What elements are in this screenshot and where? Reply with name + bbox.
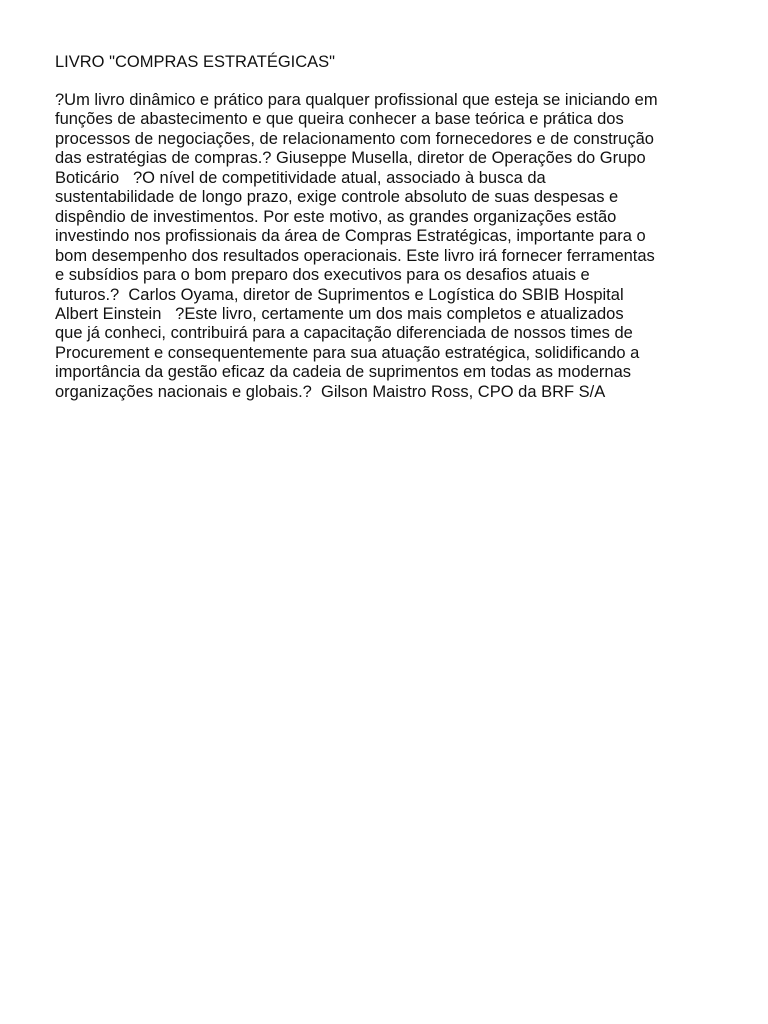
- body-line: dispêndio de investimentos. Por este motivo, as grandes organizações estão: [55, 207, 617, 226]
- body-line: organizações nacionais e globais.? Gilson Maistro Ross, CPO da BRF S/A: [55, 382, 606, 401]
- body-line: ?Um livro dinâmico e prático para qualquer profissional que esteja se iniciando em: [55, 91, 658, 109]
- body-line: investindo nos profissionais da área de Compras Estratégicas, importante para o: [55, 227, 646, 246]
- body-line: que já conheci, contribuirá para a capacitação diferenciada de nossos times de: [55, 324, 633, 343]
- body-line: Boticário ?O nível de competitividade atual, associado à busca da: [55, 168, 546, 187]
- document-body: [55, 91, 658, 402]
- body-line: sustentabilidade de longo prazo, exige controle absoluto de suas despesas e: [55, 188, 619, 207]
- body-line: e subsídios para o bom preparo dos executivos para os desafios atuais e: [55, 266, 590, 285]
- document-title: LIVRO "COMPRAS ESTRATÉGICAS": [55, 53, 336, 71]
- body-line: Albert Einstein ?Este livro, certamente um dos mais completos e atualizados: [55, 304, 624, 323]
- body-line: futuros.? Carlos Oyama, diretor de Suprimentos e Logística do SBIB Hospital: [55, 285, 624, 304]
- body-line: bom desempenho dos resultados operacionais. Este livro irá fornecer ferramentas: [55, 246, 655, 265]
- body-line: funções de abastecimento e que queira conhecer a base teórica e prática dos: [55, 110, 624, 129]
- body-line: importância da gestão eficaz da cadeia de suprimentos em todas as modernas: [55, 363, 631, 382]
- body-line: das estratégias de compras.? Giuseppe Musella, diretor de Operações do Grupo: [55, 149, 646, 168]
- body-line: Procurement e consequentemente para sua atuação estratégica, solidificando a: [55, 343, 640, 362]
- body-line: processos de negociações, de relacionamento com fornecedores e de construção: [55, 129, 654, 148]
